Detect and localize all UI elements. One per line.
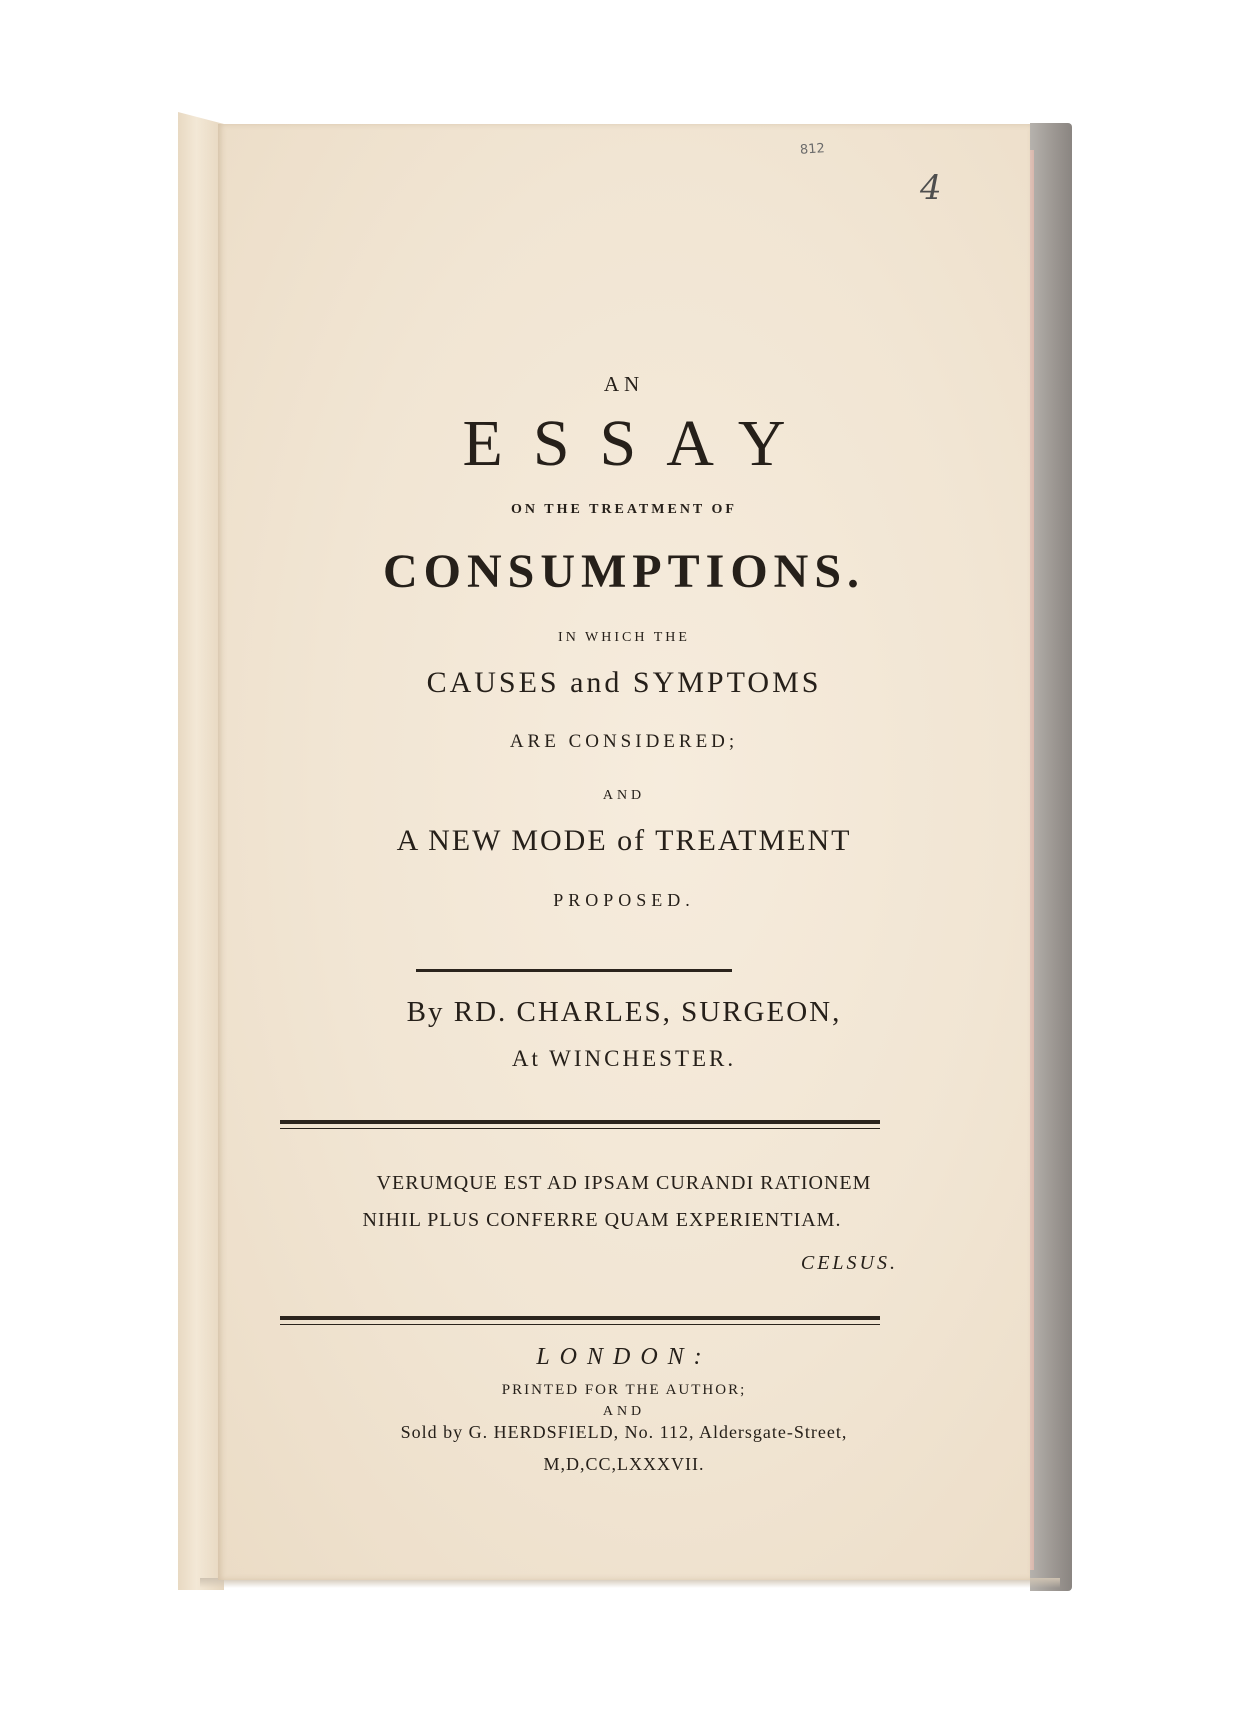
subtitle-on-treatment: ON THE TREATMENT OF (511, 502, 737, 517)
double-rule-top-thin (280, 1128, 880, 1129)
back-cover-board (1030, 123, 1072, 1591)
title-essay: ESSAY (462, 407, 816, 480)
double-rule-bottom-thin (280, 1324, 880, 1325)
double-rule-bottom (280, 1316, 880, 1320)
motto-line-1: VERUMQUE EST AD IPSAM CURANDI RATIONEM (376, 1172, 872, 1194)
imprint-date: M,D,CC,LXXXVII. (543, 1454, 705, 1474)
double-rule-top (280, 1120, 880, 1124)
title-page (218, 124, 1030, 1580)
divider-rule (416, 969, 732, 972)
title-an: AN (603, 372, 645, 396)
motto-line-2: NIHIL PLUS CONFERRE QUAM EXPERIENTIAM. (362, 1209, 842, 1231)
imprint-sold: Sold by G. HERDSFIELD, No. 112, Aldersgate-Street, (400, 1422, 848, 1442)
imprint-printed: PRINTED FOR THE AUTHOR; (501, 1382, 747, 1398)
subtitle-considered: ARE CONSIDERED; (509, 731, 739, 752)
handwritten-number: 4 (920, 168, 942, 208)
subtitle-new-mode: A NEW MODE of TREATMENT (396, 824, 852, 857)
subtitle-causes-symptoms: CAUSES and SYMPTOMS (426, 666, 822, 699)
title-consumptions: CONSUMPTIONS. (382, 545, 866, 598)
subtitle-and: AND (602, 788, 646, 803)
imprint-city: LONDON: (536, 1344, 712, 1370)
imprint-and: AND (602, 1404, 646, 1419)
subtitle-in-which: IN WHICH THE (558, 630, 690, 645)
handwritten-shelf-mark: 812 (799, 141, 826, 158)
subtitle-proposed: PROPOSED. (553, 890, 695, 910)
motto-source: CELSUS. (800, 1252, 898, 1274)
author-location: At WINCHESTER. (511, 1046, 737, 1071)
author-line: By RD. CHARLES, SURGEON, (406, 996, 842, 1028)
